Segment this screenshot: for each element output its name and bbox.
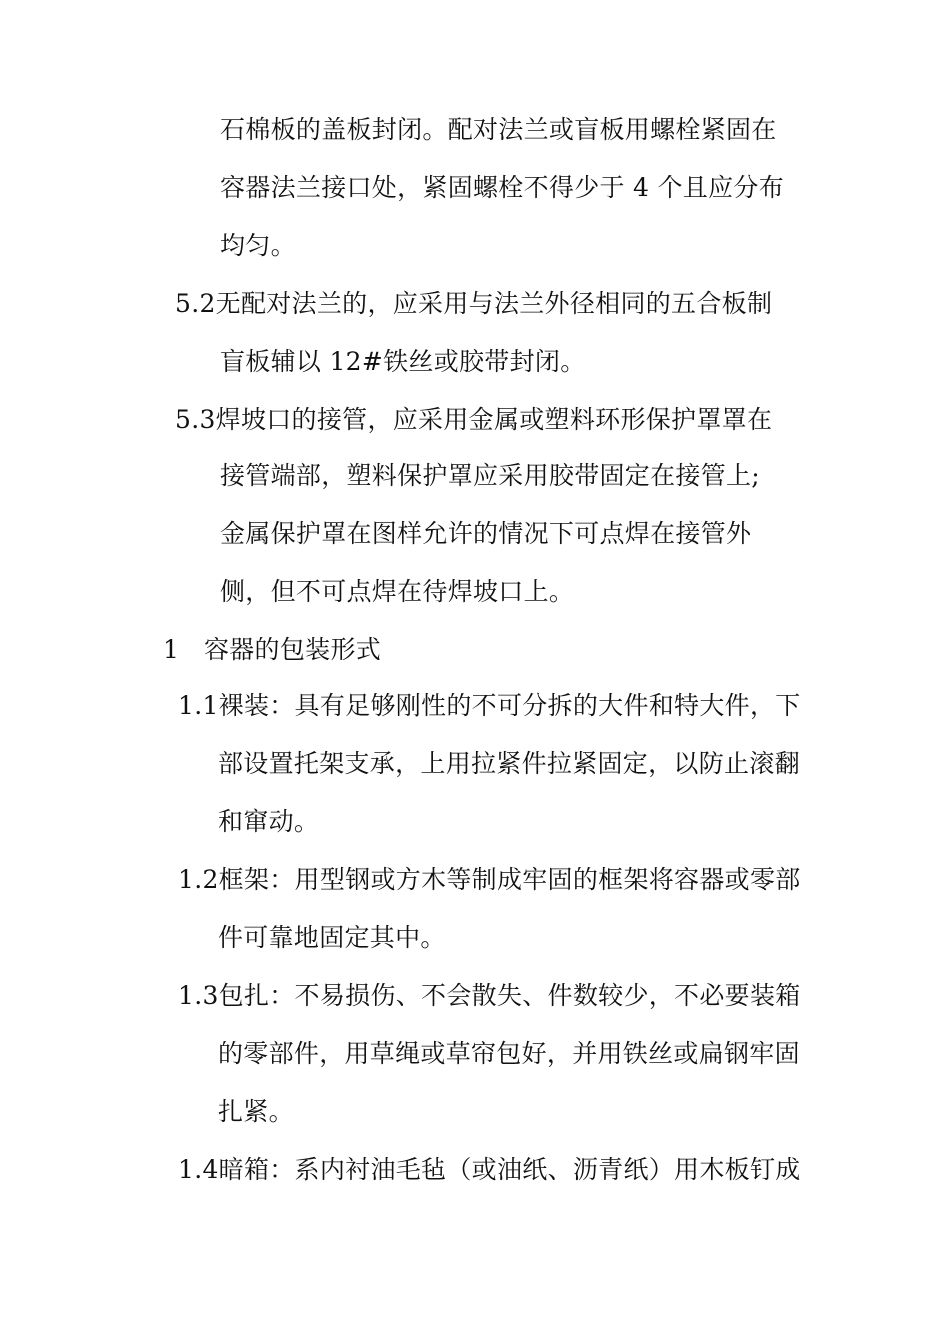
text-line: 金属保护罩在图样允许的情况下可点焊在接管外 [220, 519, 752, 548]
text-line: 均匀。 [220, 231, 296, 260]
text-line: 的零部件，用草绳或草帘包好，并用铁丝或扁钢牢固 [218, 1039, 800, 1068]
text-line: 件可靠地固定其中。 [218, 923, 446, 952]
text-line: 石棉板的盖板封闭。配对法兰或盲板用螺栓紧固在 [220, 115, 777, 144]
text-line: 1.1裸装：具有足够刚性的不可分拆的大件和特大件，下 [178, 691, 801, 720]
text-line: 容器法兰接口处，紧固螺栓不得少于 4 个且应分布 [220, 173, 785, 202]
text-line: 5.3焊坡口的接管，应采用金属或塑料环形保护罩罩在 [175, 405, 773, 434]
text-line: 和窜动。 [218, 807, 320, 836]
text-line: 1.4暗箱：系内衬油毛毡（或油纸、沥青纸）用木板钉成 [178, 1155, 801, 1184]
text-line: 接管端部，塑料保护罩应采用胶带固定在接管上; [220, 461, 761, 490]
text-line: 1.2框架：用型钢或方木等制成牢固的框架将容器或零部 [178, 865, 801, 894]
text-line: 扎紧。 [218, 1097, 294, 1126]
text-line: 侧，但不可点焊在待焊坡口上。 [220, 577, 575, 606]
text-line: 盲板辅以 12#铁丝或胶带封闭。 [220, 347, 586, 376]
text-line: 部设置托架支承，上用拉紧件拉紧固定，以防止滚翻 [218, 749, 800, 778]
section-heading: 1 容器的包装形式 [163, 635, 382, 664]
text-line: 1.3包扎：不易损伤、不会散失、件数较少，不必要装箱 [178, 981, 801, 1010]
text-line: 5.2无配对法兰的，应采用与法兰外径相同的五合板制 [175, 289, 773, 318]
